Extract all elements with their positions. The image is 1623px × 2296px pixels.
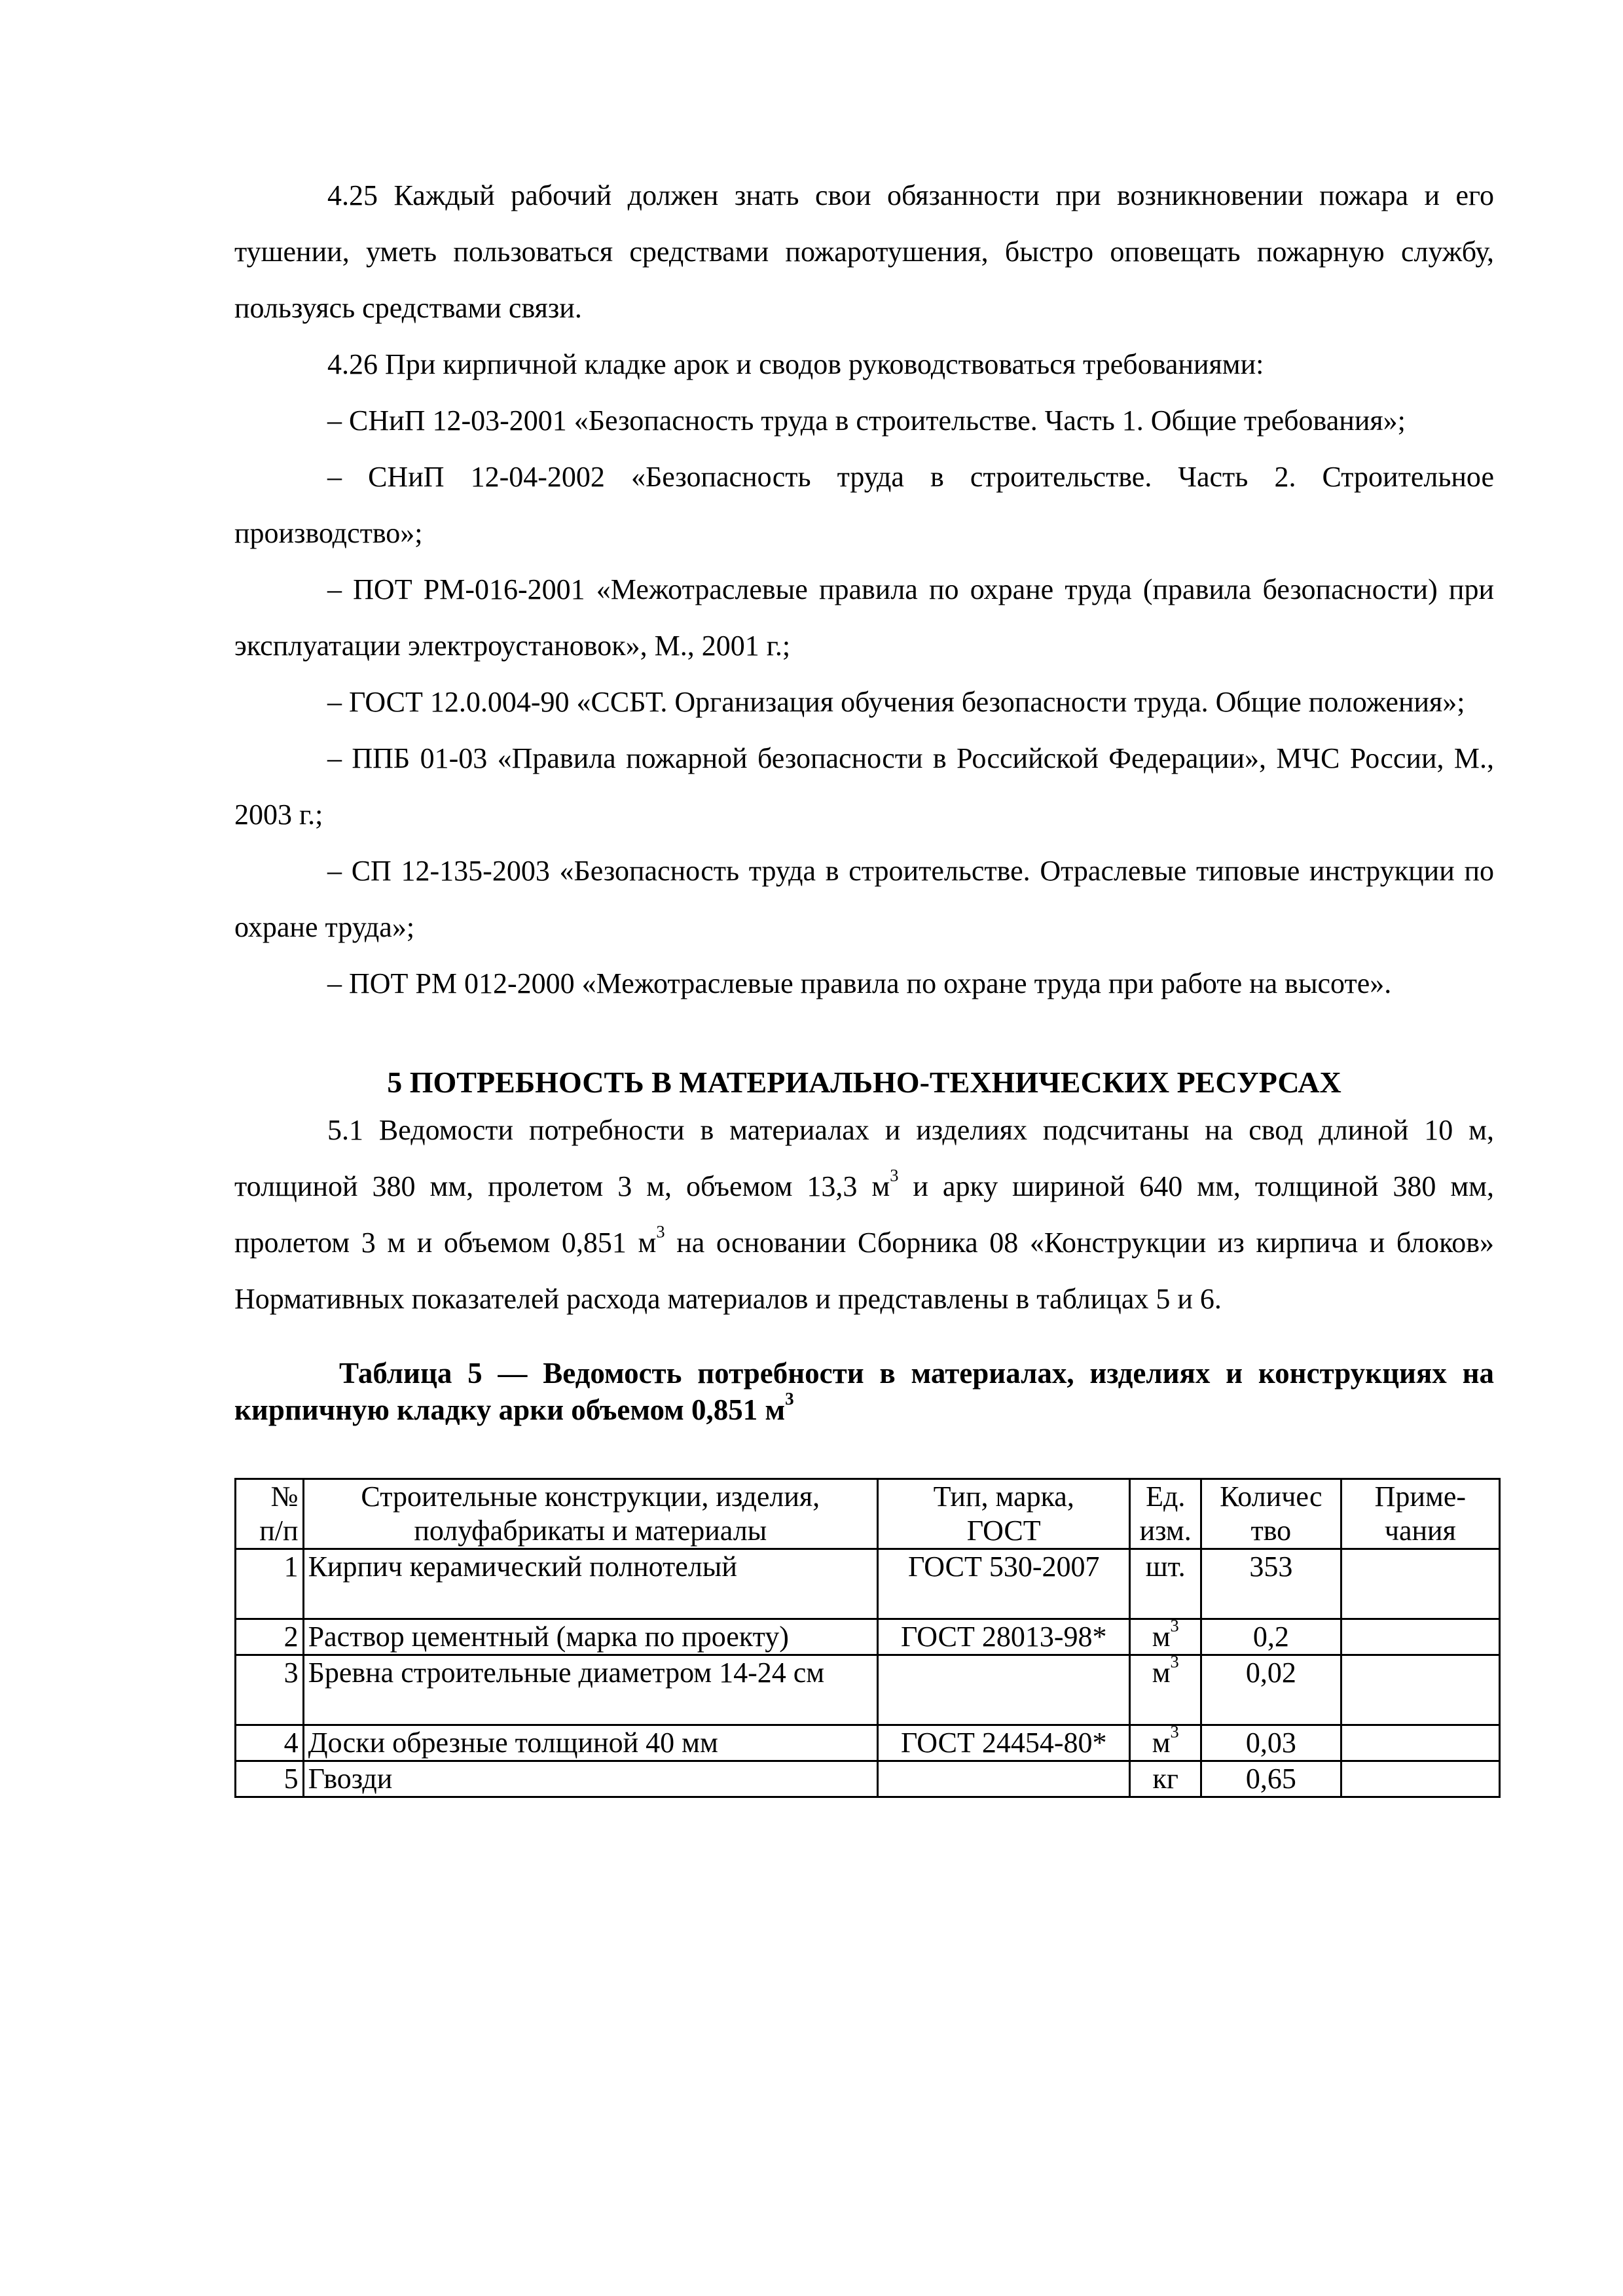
superscript: 3: [890, 1165, 899, 1185]
paragraph-5-1-part3: на основании Сборника 08 «Конструкции из кирпича и блоков» Нормативных показателей расхода материалов и представлены в таблицах 5 и 6.: [234, 1227, 1494, 1315]
cell-type: [878, 1761, 1130, 1797]
header-name-line2: полуфабрикаты и материалы: [414, 1515, 767, 1547]
cell-unit: [1130, 1549, 1201, 1619]
header-name-line1: Строительные конструкции, изделия,: [361, 1480, 820, 1513]
cell-unit-text: кг: [1152, 1763, 1178, 1795]
paragraph-4-25: 4.25 Каждый рабочий должен знать свои обязанности при возникновении пожара и его тушении, уметь пользоваться средствами пожаротушения, быстро оповещать пожарную службу, пользуясь средствами связи.: [234, 179, 1494, 324]
table-header-row: [236, 1479, 1500, 1549]
requirement-item: – СНиП 12-04-2002 «Безопасность труда в строительстве. Часть 2. Строительное производство»;: [234, 461, 1494, 549]
header-num-line2: п/п: [259, 1515, 299, 1547]
requirement-item: – СП 12-135-2003 «Безопасность труда в строительстве. Отраслевые типовые инструкции по охране труда»;: [234, 855, 1494, 943]
requirement-item: – ГОСТ 12.0.004-90 «ССБТ. Организация обучения безопасности труда. Общие положения»;: [327, 686, 1465, 718]
cell-unit: [1130, 1651, 1201, 1725]
table-row: [236, 1619, 1500, 1655]
cell-name: Гвозди: [303, 1761, 877, 1797]
header-qty-line2: тво: [1250, 1515, 1292, 1547]
header-num: [236, 1479, 304, 1549]
cell-name: Раствор цементный (марка по проекту): [303, 1619, 877, 1655]
superscript: 3: [1170, 1721, 1179, 1742]
cell-num: 3: [236, 1655, 304, 1725]
cell-unit-text: шт.: [1145, 1551, 1186, 1583]
table-caption-text: Таблица 5 — Ведомость потребности в материалах, изделиях и конструкциях на кирпичную кладку арки объемом 0,851 м: [234, 1357, 1494, 1426]
header-qty: [1201, 1479, 1341, 1549]
header-note-line1: Приме-: [1374, 1480, 1467, 1513]
cell-note: [1341, 1761, 1499, 1797]
cell-type: ГОСТ 24454-80*: [878, 1725, 1130, 1761]
cell-num: 2: [236, 1619, 304, 1655]
cell-unit: [1130, 1721, 1201, 1761]
header-qty-line1: Количес: [1220, 1480, 1322, 1513]
paragraph-5-1: [234, 1102, 1494, 1327]
header-note-line2: чания: [1384, 1515, 1456, 1547]
table-row: [236, 1549, 1500, 1619]
section-heading: 5 ПОТРЕБНОСТЬ В МАТЕРИАЛЬНО-ТЕХНИЧЕСКИХ РЕСУРСАХ: [387, 1066, 1341, 1099]
cell-note: [1341, 1655, 1499, 1725]
requirement-item: – ПОТ РМ 012-2000 «Межотраслевые правила по охране труда при работе на высоте».: [327, 967, 1392, 999]
header-num-line1: №: [270, 1480, 299, 1513]
requirement-item: – ПОТ РМ-016-2001 «Межотраслевые правила по охране труда (правила безопасности) при эксплуатации электроустановок», М., 2001 г.;: [234, 573, 1494, 662]
cell-name: Бревна строительные диаметром 14-24 см: [303, 1655, 877, 1725]
cell-type: [878, 1655, 1130, 1725]
cell-num: 4: [236, 1725, 304, 1761]
page-content: [234, 168, 1494, 1798]
cell-num: 1: [236, 1549, 304, 1619]
header-unit-line1: Ед.: [1146, 1480, 1186, 1513]
cell-type: ГОСТ 530-2007: [878, 1549, 1130, 1619]
materials-table: [234, 1478, 1501, 1798]
superscript: 3: [1170, 1651, 1179, 1672]
table-row: [236, 1655, 1500, 1725]
cell-unit-text: м: [1152, 1657, 1171, 1689]
header-note: [1341, 1479, 1499, 1549]
paragraph-4-26: 4.26 При кирпичной кладке арок и сводов руководствоваться требованиями:: [327, 348, 1264, 380]
cell-note: [1341, 1725, 1499, 1761]
header-type-line2: ГОСТ: [966, 1515, 1041, 1547]
cell-unit-text: м: [1152, 1727, 1171, 1759]
cell-qty: 0,02: [1201, 1655, 1341, 1725]
header-name: [303, 1479, 877, 1549]
cell-unit: [1130, 1761, 1201, 1797]
cell-name: Доски обрезные толщиной 40 мм: [303, 1725, 877, 1761]
table-row: [236, 1725, 1500, 1761]
header-unit: [1130, 1479, 1201, 1549]
header-type: [878, 1479, 1130, 1549]
cell-num: 5: [236, 1761, 304, 1797]
cell-type: ГОСТ 28013-98*: [878, 1619, 1130, 1655]
requirement-item: – ППБ 01-03 «Правила пожарной безопасности в Российской Федерации», МЧС России, М., 2003 г.;: [234, 742, 1494, 831]
cell-qty: 0,03: [1201, 1725, 1341, 1761]
cell-unit-text: м: [1152, 1621, 1171, 1653]
table-row: [236, 1761, 1500, 1797]
cell-qty: 353: [1201, 1549, 1341, 1619]
cell-note: [1341, 1619, 1499, 1655]
header-type-line1: Тип, марка,: [933, 1480, 1074, 1513]
superscript: 3: [1170, 1615, 1179, 1636]
table-caption: [234, 1355, 1494, 1428]
cell-qty: 0,65: [1201, 1761, 1341, 1797]
superscript: 3: [785, 1389, 794, 1409]
cell-unit: [1130, 1615, 1201, 1655]
paragraph-5-1-part1: 5.1 Ведомости потребности в материалах и изделиях подсчитаны на свод длиной 10 м, толщиной 380 мм, пролетом 3 м, объемом 13,3 м: [234, 1114, 1494, 1202]
cell-qty: 0,2: [1201, 1619, 1341, 1655]
requirement-item: – СНиП 12-03-2001 «Безопасность труда в строительстве. Часть 1. Общие требования»;: [327, 404, 1406, 437]
paragraph-5-1-part2: и арку шириной 640 мм, толщиной 380 мм, пролетом 3 м и объемом 0,851 м: [234, 1170, 1494, 1259]
cell-name: Кирпич керамический полнотелый: [303, 1549, 877, 1619]
header-unit-line2: изм.: [1139, 1515, 1192, 1547]
cell-note: [1341, 1549, 1499, 1619]
superscript: 3: [656, 1221, 665, 1242]
